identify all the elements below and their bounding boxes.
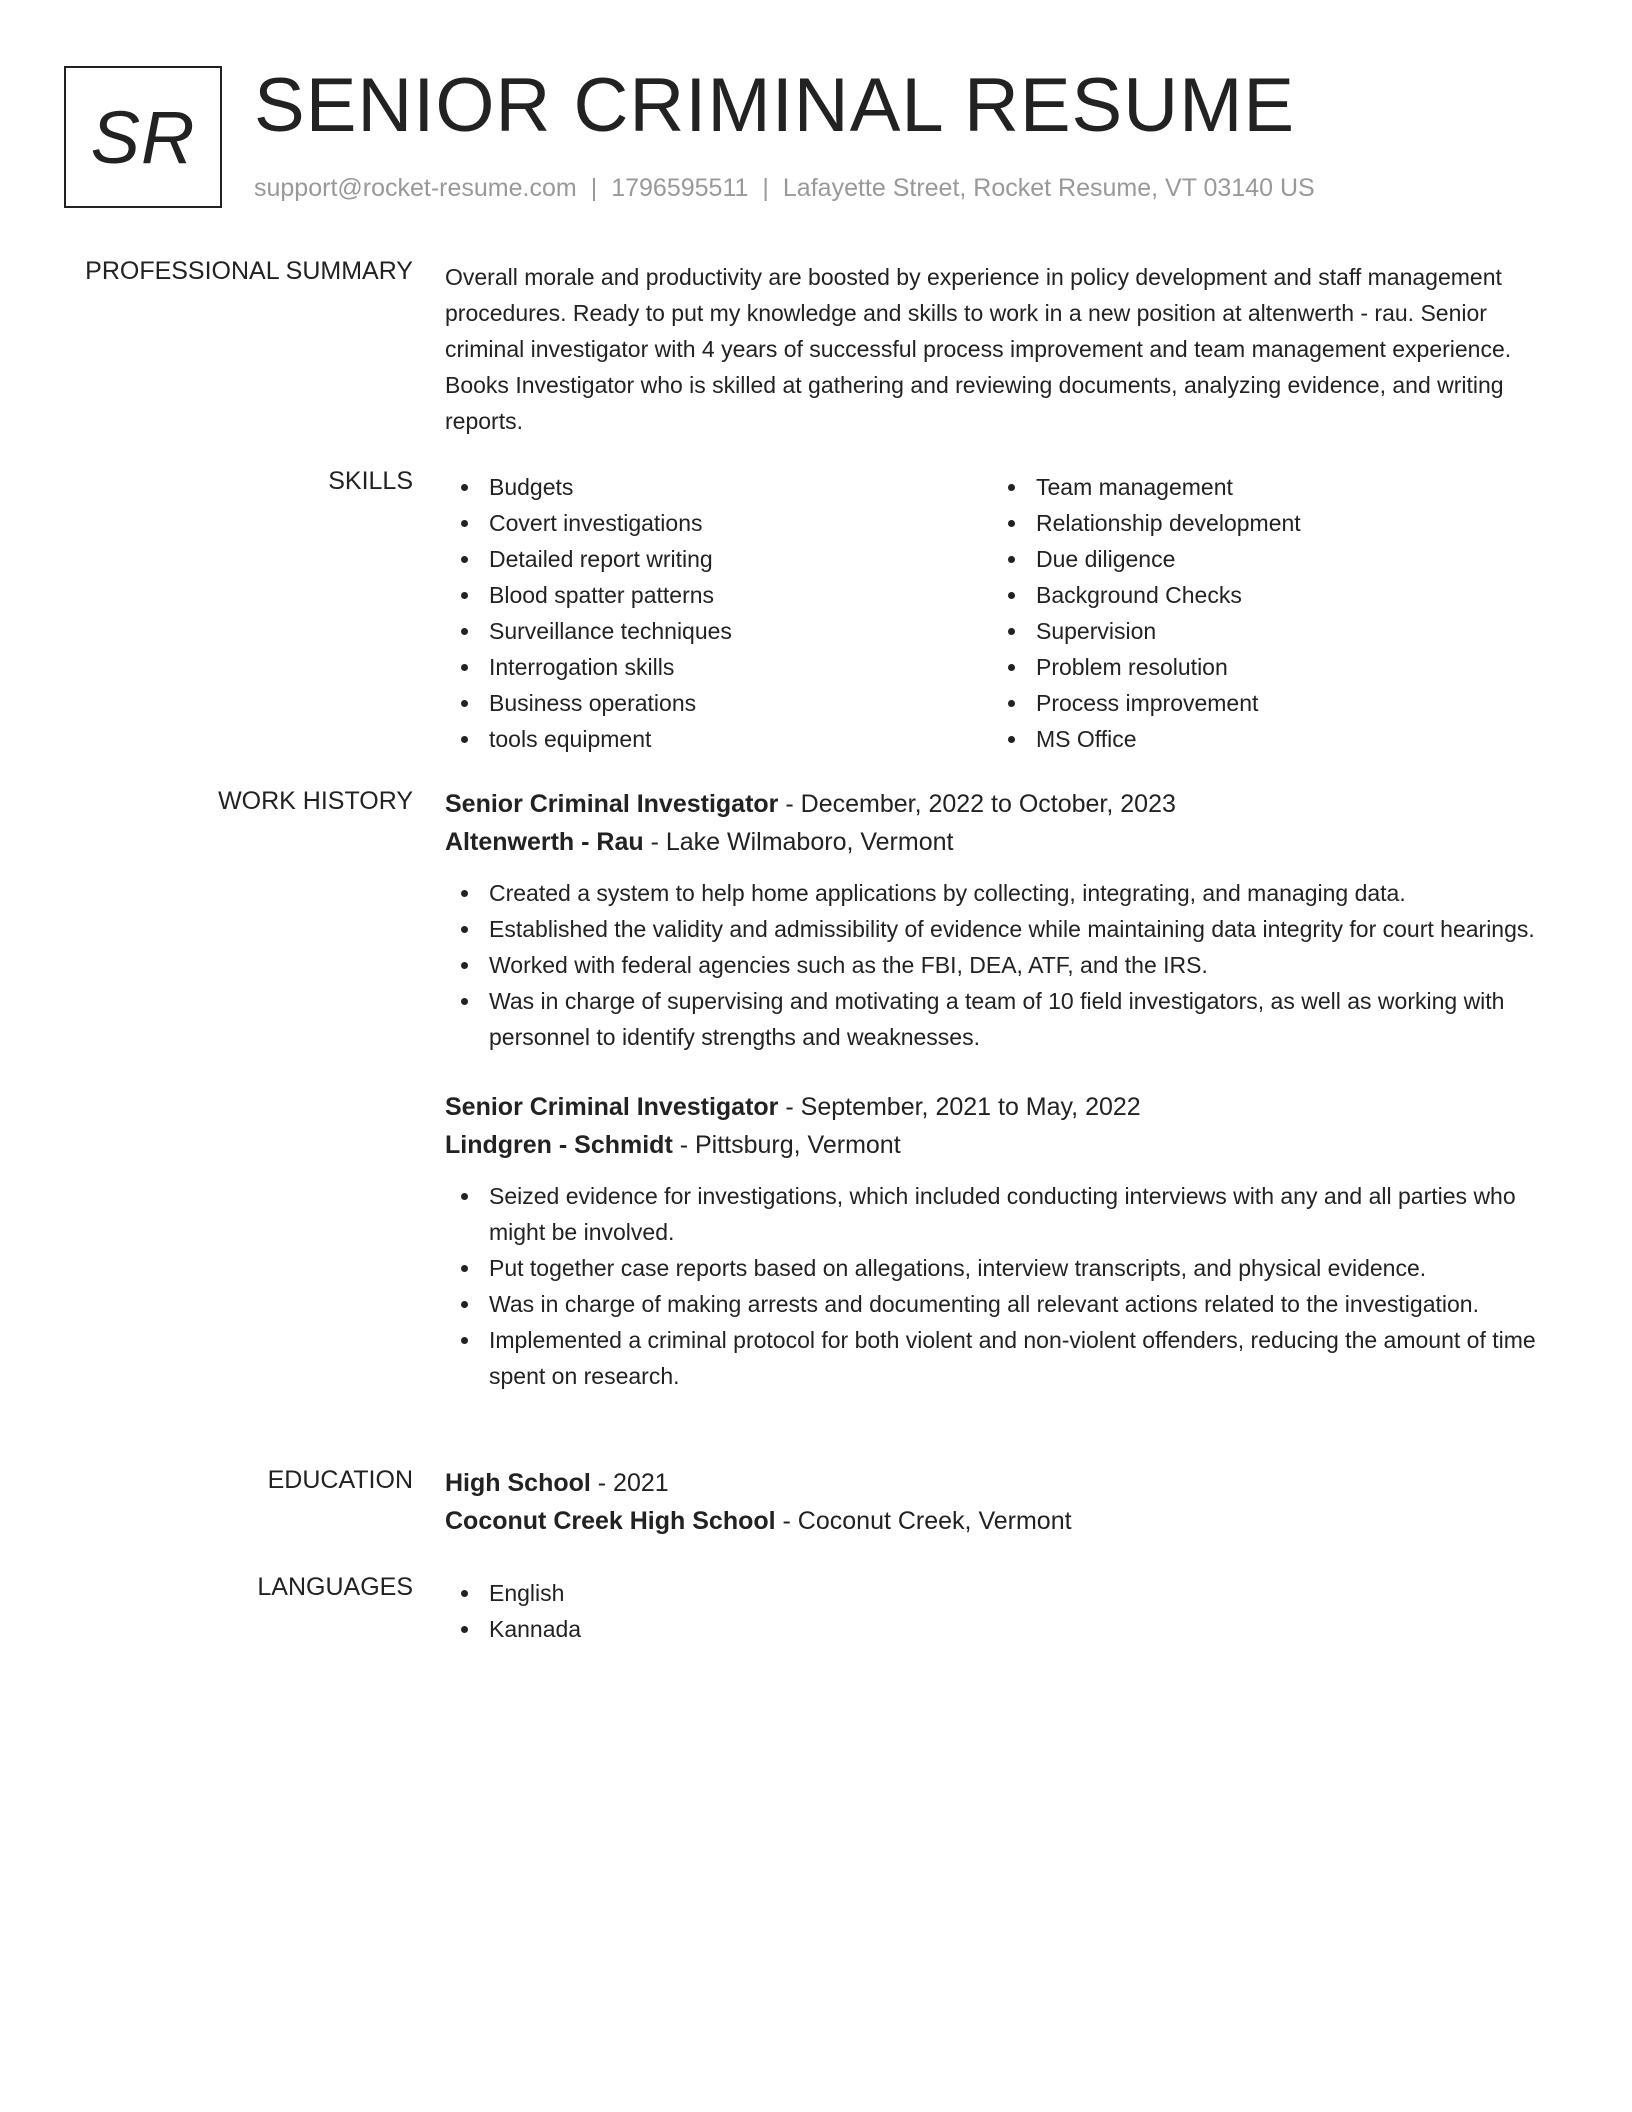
job-entry bbox=[445, 785, 1565, 1055]
education-degree-line bbox=[445, 1464, 1565, 1502]
job-dates: - September, 2021 to May, 2022 bbox=[778, 1093, 1141, 1121]
skill-item: Process improvement bbox=[992, 685, 1539, 721]
section-label-summary: PROFESSIONAL SUMMARY bbox=[85, 257, 413, 285]
skill-item: Due diligence bbox=[992, 541, 1539, 577]
education-location: - Coconut Creek, Vermont bbox=[775, 1507, 1072, 1535]
job-title-line bbox=[445, 1088, 1565, 1126]
job-location: - Lake Wilmaboro, Vermont bbox=[643, 828, 954, 856]
languages-list bbox=[445, 1575, 1565, 1647]
education-year: - 2021 bbox=[590, 1469, 669, 1497]
job-bullet: Worked with federal agencies such as the FBI, DEA, ATF, and the IRS. bbox=[445, 947, 1565, 983]
language-item: Kannada bbox=[445, 1611, 1565, 1647]
skill-item: Budgets bbox=[445, 469, 992, 505]
job-company-line bbox=[445, 823, 1565, 861]
education-school: Coconut Creek High School bbox=[445, 1507, 776, 1535]
contact-email: support@rocket-resume.com bbox=[254, 174, 577, 202]
education-school-line bbox=[445, 1502, 1565, 1540]
skill-item: Surveillance techniques bbox=[445, 613, 992, 649]
job-company-line bbox=[445, 1126, 1565, 1164]
job-dates: - December, 2022 to October, 2023 bbox=[778, 790, 1176, 818]
monogram-logo: SR bbox=[64, 66, 222, 208]
languages-body bbox=[445, 1575, 1565, 1647]
job-bullet-list bbox=[445, 875, 1565, 1055]
skill-item: Team management bbox=[992, 469, 1539, 505]
education-body bbox=[445, 1464, 1565, 1540]
skill-item: Problem resolution bbox=[992, 649, 1539, 685]
resume-header bbox=[64, 63, 1564, 208]
skill-item: Blood spatter patterns bbox=[445, 577, 992, 613]
job-bullet: Put together case reports based on allegations, interview transcripts, and physical evidence. bbox=[445, 1250, 1565, 1286]
skill-item: tools equipment bbox=[445, 721, 992, 757]
job-bullet: Was in charge of supervising and motivating a team of 10 field investigators, as well as working with personnel to identify strengths and weaknesses. bbox=[445, 983, 1565, 1055]
job-bullet: Established the validity and admissibility of evidence while maintaining data integrity for court hearings. bbox=[445, 911, 1565, 947]
education-degree: High School bbox=[445, 1469, 591, 1497]
job-entry bbox=[445, 1088, 1565, 1394]
resume-title: SENIOR CRIMINAL RESUME bbox=[254, 63, 1296, 148]
job-bullet: Seized evidence for investigations, which included conducting interviews with any and all parties who might be involved. bbox=[445, 1178, 1565, 1250]
job-title: Senior Criminal Investigator bbox=[445, 1093, 779, 1121]
skills-grid bbox=[445, 469, 1565, 757]
skill-item: Background Checks bbox=[992, 577, 1539, 613]
job-bullet-list bbox=[445, 1178, 1565, 1394]
job-company: Lindgren - Schmidt bbox=[445, 1131, 673, 1159]
contact-address: Lafayette Street, Rocket Resume, VT 03140 US bbox=[782, 174, 1315, 202]
skill-item: Business operations bbox=[445, 685, 992, 721]
job-bullet: Implemented a criminal protocol for both violent and non-violent offenders, reducing the amount of time spent on research. bbox=[445, 1322, 1565, 1394]
skills-list-left bbox=[445, 469, 992, 757]
skill-item: Relationship development bbox=[992, 505, 1539, 541]
section-label-skills: SKILLS bbox=[328, 467, 413, 495]
contact-separator: | bbox=[762, 174, 769, 202]
language-item: English bbox=[445, 1575, 1565, 1611]
job-title: Senior Criminal Investigator bbox=[445, 790, 779, 818]
skill-item: Detailed report writing bbox=[445, 541, 992, 577]
contact-separator: | bbox=[590, 174, 598, 202]
job-company: Altenwerth - Rau bbox=[445, 828, 644, 856]
skill-item: Supervision bbox=[992, 613, 1539, 649]
skills-body bbox=[445, 469, 1565, 757]
skill-item: Covert investigations bbox=[445, 505, 992, 541]
contact-phone: 1796595511 bbox=[611, 174, 749, 202]
skill-item: Interrogation skills bbox=[445, 649, 992, 685]
section-label-work-history: WORK HISTORY bbox=[218, 787, 413, 815]
section-label-languages: LANGUAGES bbox=[257, 1573, 413, 1601]
work-history-body bbox=[445, 785, 1565, 1394]
job-bullet: Was in charge of making arrests and documenting all relevant actions related to the investigation. bbox=[445, 1286, 1565, 1322]
summary-text: Overall morale and productivity are boosted by experience in policy development and staff management procedures. Ready to put my knowledge and skills to work in a new position at altenwerth - rau. Senior criminal investigator with 4 years of successful process improvement and team management experience. Books Investigator who is skilled at gathering and reviewing documents, analyzing evidence, and writing reports. bbox=[445, 264, 1512, 434]
job-bullet: Created a system to help home applications by collecting, integrating, and managing data. bbox=[445, 875, 1565, 911]
job-title-line bbox=[445, 785, 1565, 823]
skills-list-right bbox=[992, 469, 1539, 757]
contact-line bbox=[254, 174, 1315, 203]
job-location: - Pittsburg, Vermont bbox=[672, 1131, 901, 1159]
section-label-education: EDUCATION bbox=[267, 1466, 413, 1494]
skill-item: MS Office bbox=[992, 721, 1539, 757]
